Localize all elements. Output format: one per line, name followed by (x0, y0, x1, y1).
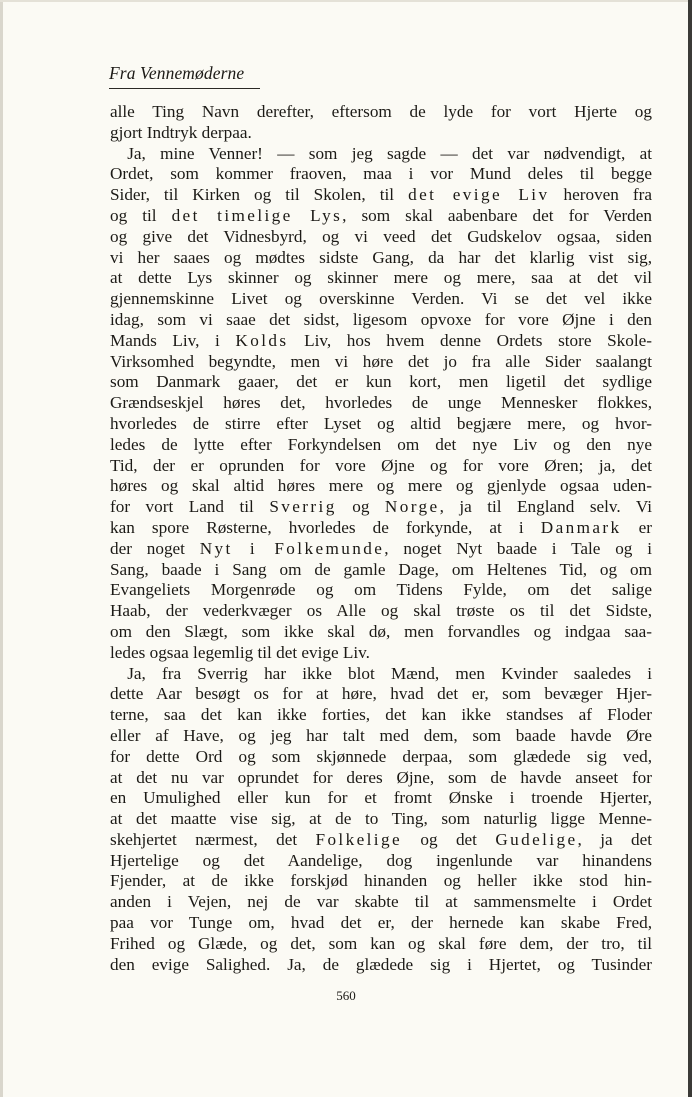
running-head: Fra Vennemøderne (109, 63, 245, 83)
text-run: at det nu var oprundet for deres Øjne, som de havde anseet for (110, 767, 652, 787)
text-line (110, 601, 652, 622)
text-run: , som skal aabenbare det for Verden (342, 205, 652, 225)
running-head-rule (109, 88, 260, 89)
text-run: Ja, fra Sverrig har ikke blot Mænd, men Kvinder saaledes i (110, 663, 652, 683)
page-edge-left (0, 0, 3, 1097)
text-line (110, 289, 652, 310)
text-line (110, 684, 652, 705)
text-run: gjennemskinne Livet og overskinne Verden. Vi se det vel ikke (110, 289, 652, 309)
text-run: Ordet, som kommer fraoven, maa i vor Mund deles til begge (110, 164, 652, 184)
text-line (110, 102, 652, 123)
text-run: at dette Lys skinner og skinner mere og mere, saa at det vil (110, 268, 652, 288)
text-line (110, 331, 652, 352)
text-line (110, 622, 652, 643)
text-line (110, 643, 652, 664)
text-line (110, 372, 652, 393)
text-line (110, 892, 652, 913)
text-line (110, 871, 652, 892)
text-run: den evige Salighed. Ja, de glædede sig i Hjertet, og Tusinder (110, 954, 652, 974)
text-line (110, 435, 652, 456)
text-line (110, 788, 652, 809)
text-run: gjort Indtryk derpaa. (110, 122, 252, 142)
text-run: heroven fra (549, 185, 652, 205)
text-run: , ja det (577, 829, 652, 849)
text-run: og til (110, 205, 172, 225)
text-run: at det maatte vise sig, at de to Ting, som naturlig ligge Menne- (110, 809, 652, 829)
page-edge-right (688, 0, 692, 1097)
text-run: høres og skal altid høres mere og mere og gjenlyde ogsaa uden- (110, 476, 652, 496)
text-line (110, 227, 652, 248)
text-run: for dette Ord og som skjønnede derpaa, som glædede sig ved, (110, 746, 652, 766)
text-run: om den Slægt, som ikke skal dø, men forvandles og indgaa saa- (110, 621, 652, 641)
text-run: Hjertelige og det Aandelige, dog ingenlunde var hinandens (110, 850, 652, 870)
spaced-emphasis: Gudelige (495, 829, 578, 849)
text-run: Sang, baade i Sang om de gamle Dage, om Heltenes Tid, og om (110, 559, 652, 579)
text-line (110, 747, 652, 768)
text-line (110, 414, 652, 435)
text-run: Haab, der vederkvæger os Alle og skal trøste os til det Sidste, (110, 601, 652, 621)
text-run: idag, som vi saae det sidst, ligesom opvoxe for vore Øjne i den (110, 309, 652, 329)
text-run: der noget (110, 538, 200, 558)
text-line (110, 851, 652, 872)
text-line (110, 123, 652, 144)
text-run: anden i Vejen, nej de var skabte til at sammensmelte i Ordet (110, 892, 652, 912)
text-line (110, 144, 652, 165)
spaced-emphasis: det evige Liv (408, 185, 550, 205)
page-edge-top (0, 0, 692, 2)
text-run: alle Ting Navn derefter, eftersom de lyde for vort Hjerte og (110, 102, 652, 121)
text-run: Frihed og Glæde, og det, som kan og skal føre dem, der tro, til (110, 933, 652, 953)
text-line (110, 352, 652, 373)
text-line (110, 768, 652, 789)
text-line (110, 726, 652, 747)
text-line (110, 497, 652, 518)
text-line (110, 830, 652, 851)
text-line (110, 310, 652, 331)
text-line (110, 185, 652, 206)
text-line (110, 913, 652, 934)
spaced-emphasis: Folkelige (315, 829, 403, 849)
text-run: dette Aar besøgt os for at høre, hvad det er, som bevæger Hjer- (110, 684, 652, 704)
text-run: , noget Nyt baade i Tale og i (384, 538, 652, 558)
body-text (110, 102, 652, 975)
text-line (110, 539, 652, 560)
text-line (110, 955, 652, 976)
text-line (110, 164, 652, 185)
text-run: som Danmark gaaer, det er kun kort, men ligetil det sydlige (110, 372, 652, 392)
text-run: og det (402, 829, 496, 849)
text-run: Mands Liv, i (110, 330, 236, 350)
spaced-emphasis: Sverrig (269, 497, 337, 517)
spaced-emphasis: Kolds (235, 330, 289, 350)
text-run: ledes de lytte efter Forkyndelsen om det nye Liv og den nye (110, 434, 652, 454)
text-run: Ja, mine Venner! — som jeg sagde — det var nødvendigt, at (110, 143, 652, 163)
text-line (110, 393, 652, 414)
text-run: for vort Land til (110, 497, 270, 517)
text-run: Virksomhed begyndte, men vi høre det jo fra alle Sider saalangt (110, 351, 652, 371)
text-run: Evangeliets Morgenrøde og om Tidens Fylde, om det salige (110, 580, 652, 600)
text-run: paa vor Tunge om, hvad det er, der hernede kan skabe Fred, (110, 913, 652, 933)
spaced-emphasis: det timelige Lys (171, 205, 343, 225)
text-line (110, 248, 652, 269)
text-line (110, 206, 652, 227)
text-run: kan spore Røsterne, hvorledes de forkynde, at i (110, 517, 541, 537)
text-run: Tid, der er oprunden for vore Øjne og for vore Øren; ja, det (110, 455, 652, 475)
spaced-emphasis: Nyt i Folkemunde (199, 538, 385, 558)
text-line (110, 456, 652, 477)
text-run: ledes ogsaa legemlig til det evige Liv. (110, 642, 370, 662)
text-line (110, 809, 652, 830)
text-line (110, 580, 652, 601)
text-run: er (621, 517, 652, 537)
spaced-emphasis: Norge (384, 497, 440, 517)
text-line (110, 664, 652, 685)
text-run: vi her saaes og mødtes sidste Gang, da har det klarlig vist sig, (110, 247, 652, 267)
text-run: Liv, hos hvem denne Ordets store Skole- (288, 330, 652, 350)
text-line (110, 705, 652, 726)
page-number: 560 (336, 988, 356, 1003)
text-run: og (336, 497, 385, 517)
text-run: Fjender, at de ikke forskjød hinanden og heller ikke stod hin- (110, 871, 652, 891)
text-run: og give det Vidnesbyrd, og vi veed det Gudskelov ogsaa, siden (110, 226, 652, 246)
text-run: hvorledes de stirre efter Lyset og altid begjære mere, og hvor- (110, 413, 652, 433)
text-run: terne, saa det kan ikke forties, det kan ikke standses af Floder (110, 705, 652, 725)
text-run: Sider, til Kirken og til Skolen, til (110, 185, 409, 205)
text-run: skehjertet nærmest, det (110, 829, 316, 849)
text-run: eller af Have, og jeg har talt med dem, som baade havde Øre (110, 725, 652, 745)
text-line (110, 560, 652, 581)
text-run: Grændseskjel høres det, hvorledes de unge Mennesker flokkes, (110, 393, 652, 413)
text-line (110, 934, 652, 955)
text-run: , ja til England selv. Vi (439, 497, 653, 517)
text-line (110, 476, 652, 497)
text-run: en Umulighed eller kun for et fromt Ønske i troende Hjerter, (110, 788, 652, 808)
text-line (110, 268, 652, 289)
text-line (110, 518, 652, 539)
spaced-emphasis: Danmark (540, 517, 622, 537)
